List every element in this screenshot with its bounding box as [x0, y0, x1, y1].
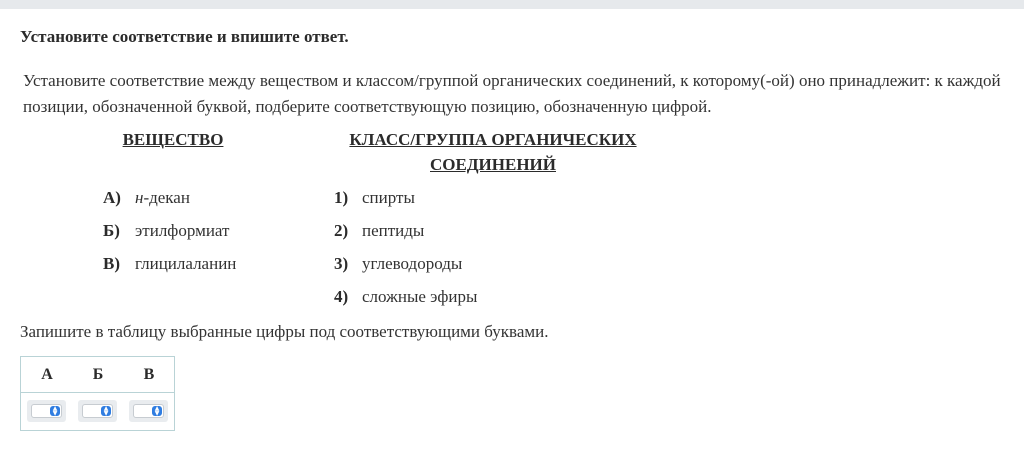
substance-letter: А)	[103, 188, 121, 207]
class-number: 1)	[334, 188, 349, 207]
chevron-up-down-icon: ▲ ▼	[101, 406, 111, 416]
class-name: спирты	[362, 188, 415, 207]
answer-letter-a: А	[41, 366, 53, 383]
class-name: углеводороды	[362, 254, 463, 273]
class-column-header	[320, 127, 666, 177]
chevron-up-down-icon: ▲ ▼	[50, 406, 60, 416]
class-item-4	[334, 286, 477, 308]
class-header-line1: КЛАСС/ГРУППА ОРГАНИЧЕСКИХ	[349, 130, 637, 149]
class-number: 2)	[334, 221, 349, 240]
answer-instruction: Запишите в таблицу выбранные цифры под соответствующими буквами.	[20, 322, 549, 341]
chevron-up-down-icon: ▲ ▼	[152, 406, 162, 416]
class-item-1	[334, 187, 415, 209]
answer-table	[20, 356, 175, 431]
substance-letter: Б)	[103, 221, 120, 240]
substance-letter: В)	[103, 254, 120, 273]
class-item-2	[334, 220, 424, 242]
substance-name: -декан	[143, 188, 190, 207]
task-title: Установите соответствие и впишите ответ.	[20, 27, 349, 46]
task-description: Установите соответствие между веществом и классом/группой органических соединений, к которому(-ой) оно принадлежит: к каждой позиции, обозначенной буквой, подберите соответствующую позицию, обозначенную цифрой.	[23, 71, 1001, 116]
substance-column-header: ВЕЩЕСТВО	[122, 130, 224, 149]
answer-letter-b: Б	[92, 366, 104, 383]
answer-select-b[interactable]	[82, 404, 113, 418]
substance-prefix: н	[135, 188, 144, 207]
answer-select-v[interactable]	[133, 404, 164, 418]
top-bar	[0, 0, 1024, 9]
answer-cell-a	[27, 400, 66, 422]
class-name: пептиды	[362, 221, 425, 240]
class-item-3	[334, 253, 462, 275]
answer-cell-b	[78, 400, 117, 422]
substance-name: этилформиат	[135, 221, 230, 240]
substance-item-b	[103, 220, 229, 242]
class-name: сложные эфиры	[362, 287, 478, 306]
class-number: 3)	[334, 254, 349, 273]
answer-table-header	[21, 357, 174, 393]
answer-select-a[interactable]	[31, 404, 62, 418]
answer-letter-v: В	[143, 366, 155, 383]
class-header-line2: СОЕДИНЕНИЙ	[430, 155, 556, 174]
answer-cell-v	[129, 400, 168, 422]
substance-name: глицилаланин	[135, 254, 237, 273]
substance-item-v	[103, 253, 236, 275]
substance-item-a	[103, 187, 190, 209]
class-number: 4)	[334, 287, 349, 306]
